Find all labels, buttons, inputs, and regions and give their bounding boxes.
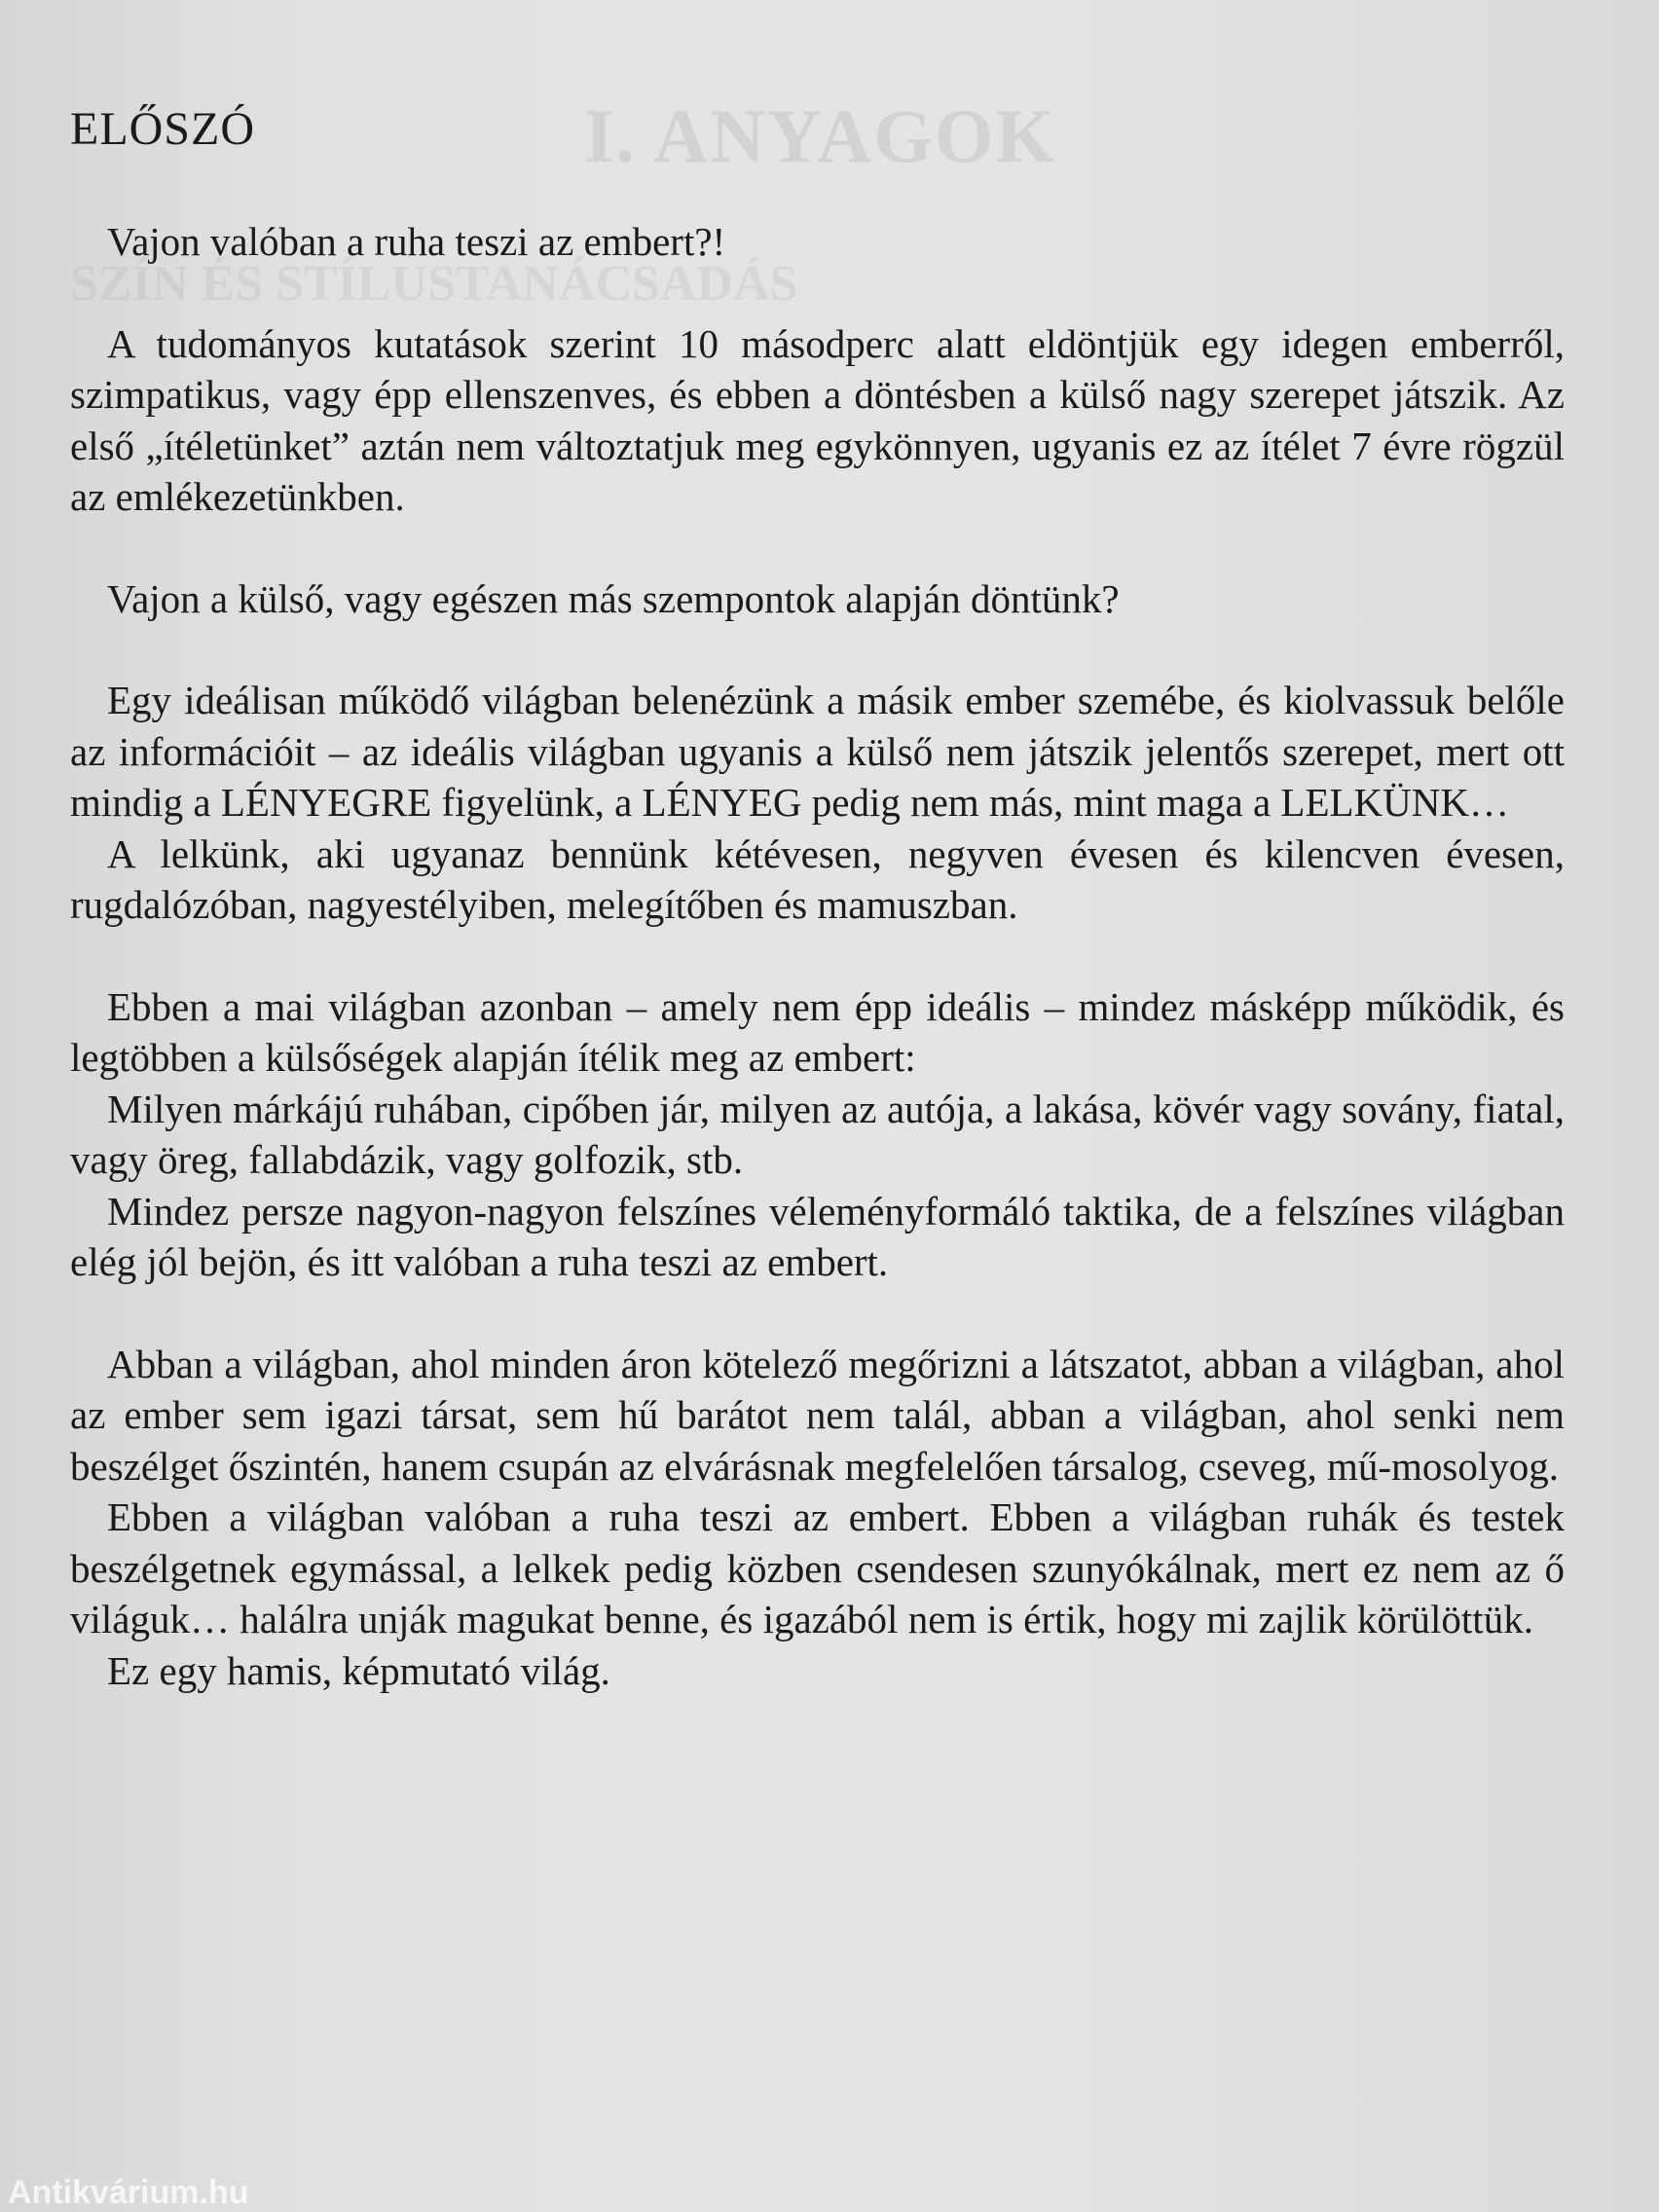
paragraph-line: Ebben a világban valóban a ruha teszi az embert. Ebben a világban ruhák és testek beszélgetnek egymással, a lelkek pedig közben csendesen szunyókálnak, mert ez nem az ő világuk… halálra unják magukat benne, és igazából nem is értik, hogy mi zajlik körülöttük. — [70, 1494, 1565, 1641]
bleed-through-subtitle: SZÍN ÉS STÍLUSTANÁCSADÁS — [70, 256, 798, 312]
paragraph-line: Vajon valóban a ruha teszi az embert?! — [107, 219, 726, 264]
paragraph-line: A tudományos kutatások szerint 10 másodperc alatt eldöntjük egy idegen emberről, szimpatikus, vagy épp ellenszenves, és ebben a döntésben a külső nagy szerepet játszik. Az első „ítéletünket” aztán nem változtatjuk meg egykönnyen, ugyanis ez az ítélet 7 évre rögzül az emlékezetünkben. — [70, 320, 1565, 519]
paragraph-line: Vajon a külső, vagy egészen más szempontok alapján döntünk? — [107, 575, 1120, 621]
paragraph-3 — [70, 573, 1565, 625]
paragraph-1 — [70, 216, 1565, 268]
paragraph-line: A lelkünk, aki ugyanaz bennünk kétévesen, negyven évesen és kilencven évesen, rugdalózóban, nagyestélyiben, melegítőben és mamuszban. — [70, 830, 1565, 927]
paragraph-2 — [70, 318, 1565, 523]
paragraph-line: Mindez persze nagyon-nagyon felszínes véleményformáló taktika, de a felszínes világban elég jól bejön, és itt valóban a ruha teszi az embert. — [70, 1188, 1565, 1284]
page-content — [70, 102, 1565, 1747]
paragraph-6 — [70, 1339, 1565, 1697]
bleed-through-title: I. ANYAGOK — [584, 93, 1057, 178]
paragraph-line: Milyen márkájú ruhában, cipőben jár, milyen az autója, a lakása, kövér vagy sovány, fiatal, vagy öreg, fallabdázik, vagy golfozik, stb. — [70, 1086, 1565, 1182]
paragraph-line: Abban a világban, ahol minden áron kötelező megőrizni a látszatot, abban a világban, ahol az ember sem igazi társat, sem hű barátot nem talál, abban a világban, ahol senki nem beszélget őszintén, hanem csupán az elvárásnak megfelelően társalog, cseveg, mű-mosolyog. — [70, 1341, 1565, 1489]
paragraph-5 — [70, 981, 1565, 1288]
paragraph-line: Egy ideálisan működő világban belenézünk a másik ember szemébe, és kiolvassuk belőle az információit – az ideális világban ugyanis a külső nem játszik jelentős szerepet, mert ott mindig a LÉNYEGRE figyelünk, a LÉNYEG pedig nem más, mint maga a LELKÜNK… — [70, 678, 1565, 825]
paragraph-line: Ez egy hamis, képmutató világ. — [107, 1647, 610, 1693]
watermark: Antikvárium.hu — [8, 2174, 249, 2211]
paragraph-line: Ebben a mai világban azonban – amely nem épp ideális – mindez másképp működik, és legtöbben a külsőségek alapján ítélik meg az embert: — [70, 983, 1565, 1080]
page-heading: ELŐSZÓ — [70, 103, 255, 155]
paragraph-4 — [70, 675, 1565, 931]
